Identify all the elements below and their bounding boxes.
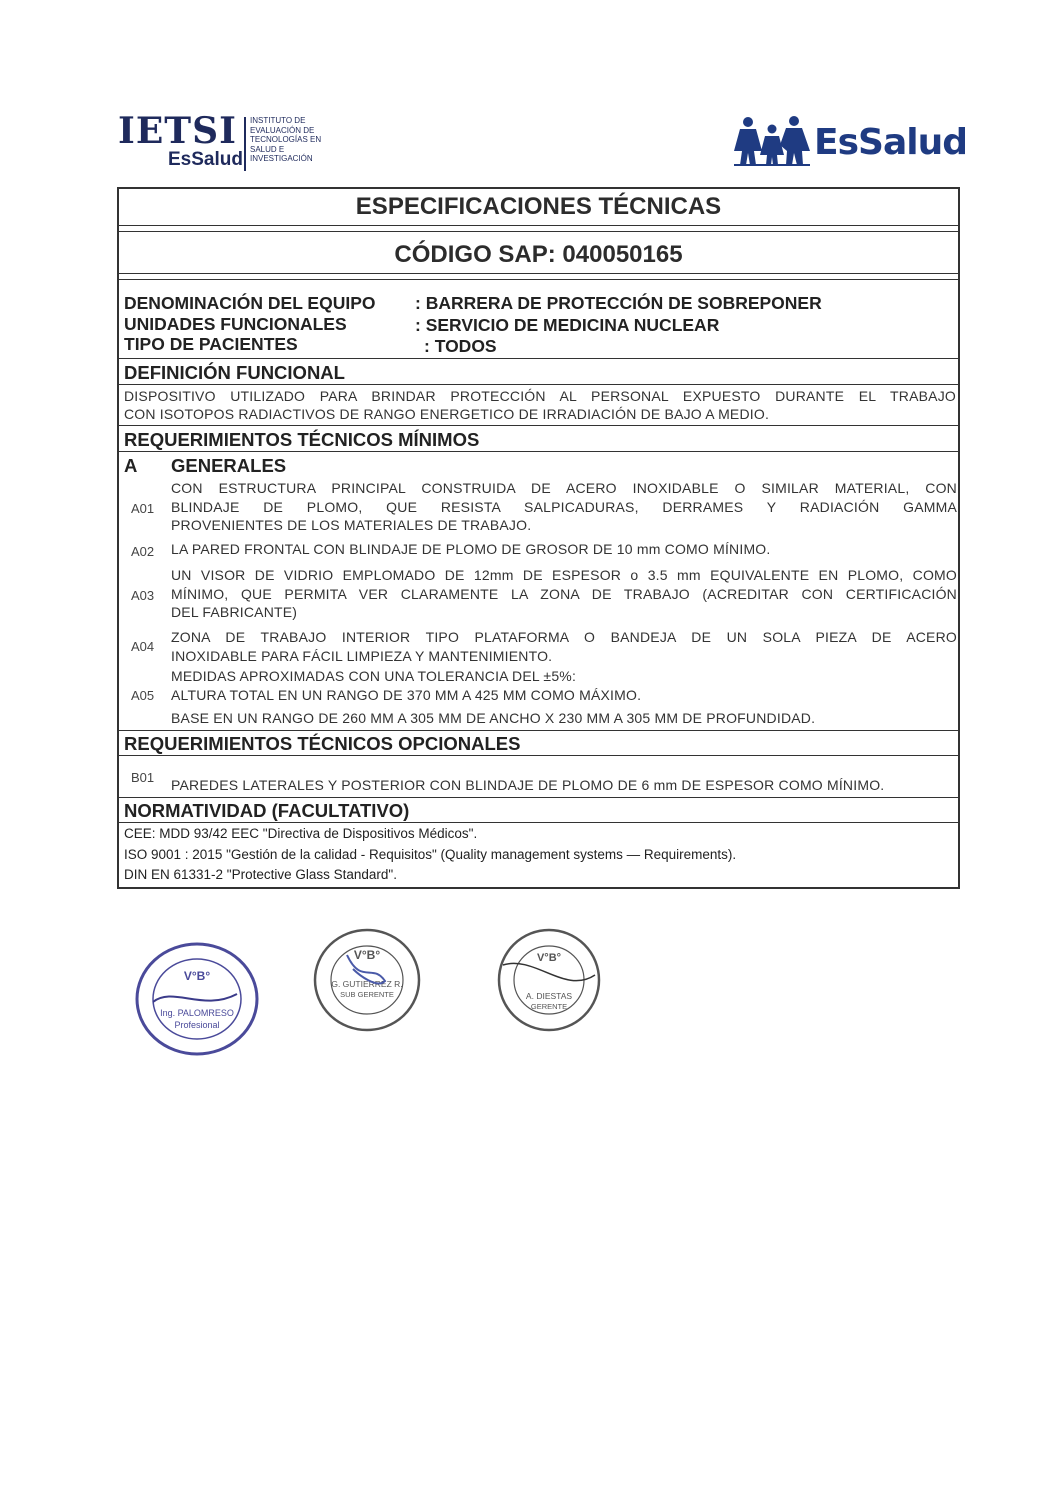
definicion-line: CON ISOTOPOS RADIACTIVOS DE RANGO ENERGETICO DE IRRADIACIÓN DE BAJO A MEDIO. [124, 406, 770, 422]
stamp-2-role: SUB GERENTE [340, 990, 394, 999]
group-title-generales: GENERALES [171, 455, 287, 476]
section-title-req-min: REQUERIMIENTOS TÉCNICOS MÍNIMOS [124, 429, 480, 450]
essalud-logo [732, 115, 967, 167]
divider [119, 755, 958, 756]
req-code-b01: B01 [131, 770, 155, 785]
req-a01-line: BLINDAJE DE PLOMO, QUE RESISTA SALPICADURAS, DERRAMES Y RADIACIÓN GAMMA [171, 499, 957, 515]
divider [119, 425, 958, 426]
divider [119, 358, 958, 359]
req-code-a02: A02 [131, 544, 155, 559]
req-code-a05: A05 [131, 688, 155, 703]
ietsi-desc-line: TECNOLOGÍAS EN [250, 135, 322, 144]
field-value-denominacion: : BARRERA DE PROTECCIÓN DE SOBREPONER [415, 293, 822, 313]
ietsi-logo-sub: EsSalud [168, 149, 243, 170]
section-title-req-opt: REQUERIMIENTOS TÉCNICOS OPCIONALES [124, 733, 521, 754]
group-letter: A [124, 455, 138, 476]
req-code-a01: A01 [131, 501, 155, 516]
req-a03-line: DEL FABRICANTE) [171, 604, 298, 620]
divider [119, 797, 958, 798]
req-a02-line: LA PARED FRONTAL CON BLINDAJE DE PLOMO DE GROSOR DE 10 mm COMO MÍNIMO. [171, 541, 771, 557]
section-title-normatividad: NORMATIVIDAD (FACULTATIVO) [124, 800, 410, 821]
req-code-a04: A04 [131, 639, 155, 654]
field-label-denominacion: DENOMINACIÓN DEL EQUIPO [124, 293, 376, 313]
stamp-1-name: Ing. PALOMRESO [160, 1008, 234, 1018]
ietsi-desc-line: INVESTIGACIÓN [250, 154, 313, 163]
req-a01-line: CON ESTRUCTURA PRINCIPAL CONSTRUIDA DE ACERO INOXIDABLE O SIMILAR MATERIAL, CON [171, 480, 957, 496]
stamp-2-name: G. GUTIERREZ R. [331, 979, 403, 989]
ietsi-desc-line: EVALUACIÓN DE [250, 125, 315, 135]
req-code-a03: A03 [131, 588, 155, 603]
field-label-tipo-pacientes: TIPO DE PACIENTES [124, 334, 298, 354]
definicion-line: DISPOSITIVO UTILIZADO PARA BRINDAR PROTECCIÓN AL PERSONAL EXPUESTO DURANTE EL TRABAJO [124, 388, 956, 404]
norm-line: ISO 9001 : 2015 "Gestión de la calidad - Requisitos" (Quality management systems — Requirements). [124, 847, 737, 862]
req-a03-line: MÍNIMO, QUE PERMITA VER CLARAMENTE LA ZONA DE TRABAJO (ACREDITAR CON CERTIFICACIÓN [171, 586, 957, 602]
ietsi-logo-divider [244, 117, 246, 171]
req-a05-line: ALTURA TOTAL EN UN RANGO DE 370 MM A 425 MM COMO MÁXIMO. [171, 687, 642, 703]
stamp-3-name: A. DIESTAS [525, 991, 573, 1001]
approval-stamp-2 [311, 925, 423, 1035]
req-a05-line: MEDIDAS APROXIMADAS CON UNA TOLERANCIA DEL ±5%: [171, 668, 577, 684]
ietsi-desc-line: INSTITUTO DE [250, 116, 306, 125]
req-a04-line: INOXIDABLE PARA FÁCIL LIMPIEZA Y MANTENIMIENTO. [171, 648, 553, 664]
signature-stroke [153, 994, 237, 1002]
spec-sheet [117, 187, 960, 889]
stamp-3-role: GERENTE [530, 1002, 568, 1011]
divider [119, 231, 958, 232]
family-figures-icon [732, 115, 812, 167]
ietsi-logo-main: IETSI [118, 110, 237, 152]
req-b01-line: PAREDES LATERALES Y POSTERIOR CON BLINDAJE DE PLOMO DE 6 mm DE ESPESOR COMO MÍNIMO. [171, 777, 885, 793]
norm-line: DIN EN 61331-2 "Protective Glass Standard". [124, 867, 397, 882]
ietsi-desc-line: SALUD E [250, 144, 285, 154]
divider [119, 279, 958, 280]
req-a03-line: UN VISOR DE VIDRIO EMPLOMADO DE 12mm DE ESPESOR o 3.5 mm EQUIVALENTE EN PLOMO, COMO [171, 567, 957, 583]
norm-line: CEE: MDD 93/42 EEC "Directiva de Dispositivos Médicos". [124, 826, 478, 841]
divider [119, 273, 958, 274]
stamp-1-role: Profesional [174, 1020, 220, 1030]
section-title-definicion: DEFINICIÓN FUNCIONAL [124, 362, 345, 383]
approval-stamp-1 [133, 940, 261, 1058]
field-value-tipo-pacientes: : TODOS [424, 336, 497, 356]
ietsi-logo-description [250, 116, 321, 164]
divider [119, 730, 958, 731]
divider [119, 384, 958, 385]
req-a05-line: BASE EN UN RANGO DE 260 MM A 305 MM DE ANCHO X 230 MM A 305 MM DE PROFUNDIDAD. [171, 710, 816, 726]
ietsi-logo [118, 110, 338, 175]
stamp-1-vb: V°B° [183, 969, 211, 983]
field-value-unidades: : SERVICIO DE MEDICINA NUCLEAR [415, 315, 720, 335]
approval-stamp-3 [495, 925, 603, 1035]
document-title: ESPECIFICACIONES TÉCNICAS [355, 193, 722, 220]
sap-code: CÓDIGO SAP: 040050165 [394, 241, 683, 268]
divider [119, 451, 958, 452]
field-label-unidades: UNIDADES FUNCIONALES [124, 314, 347, 334]
stamp-3-vb: V°B° [536, 952, 562, 964]
essalud-logo-text: EsSalud [814, 122, 967, 163]
divider [119, 822, 958, 823]
divider [119, 225, 958, 226]
req-a01-line: PROVENIENTES DE LOS MATERIALES DE TRABAJO. [171, 517, 532, 533]
stamp-2-vb: V°B° [353, 948, 381, 962]
req-a04-line: ZONA DE TRABAJO INTERIOR TIPO PLATAFORMA O BANDEJA DE UN SOLA PIEZA DE ACERO [171, 629, 957, 645]
